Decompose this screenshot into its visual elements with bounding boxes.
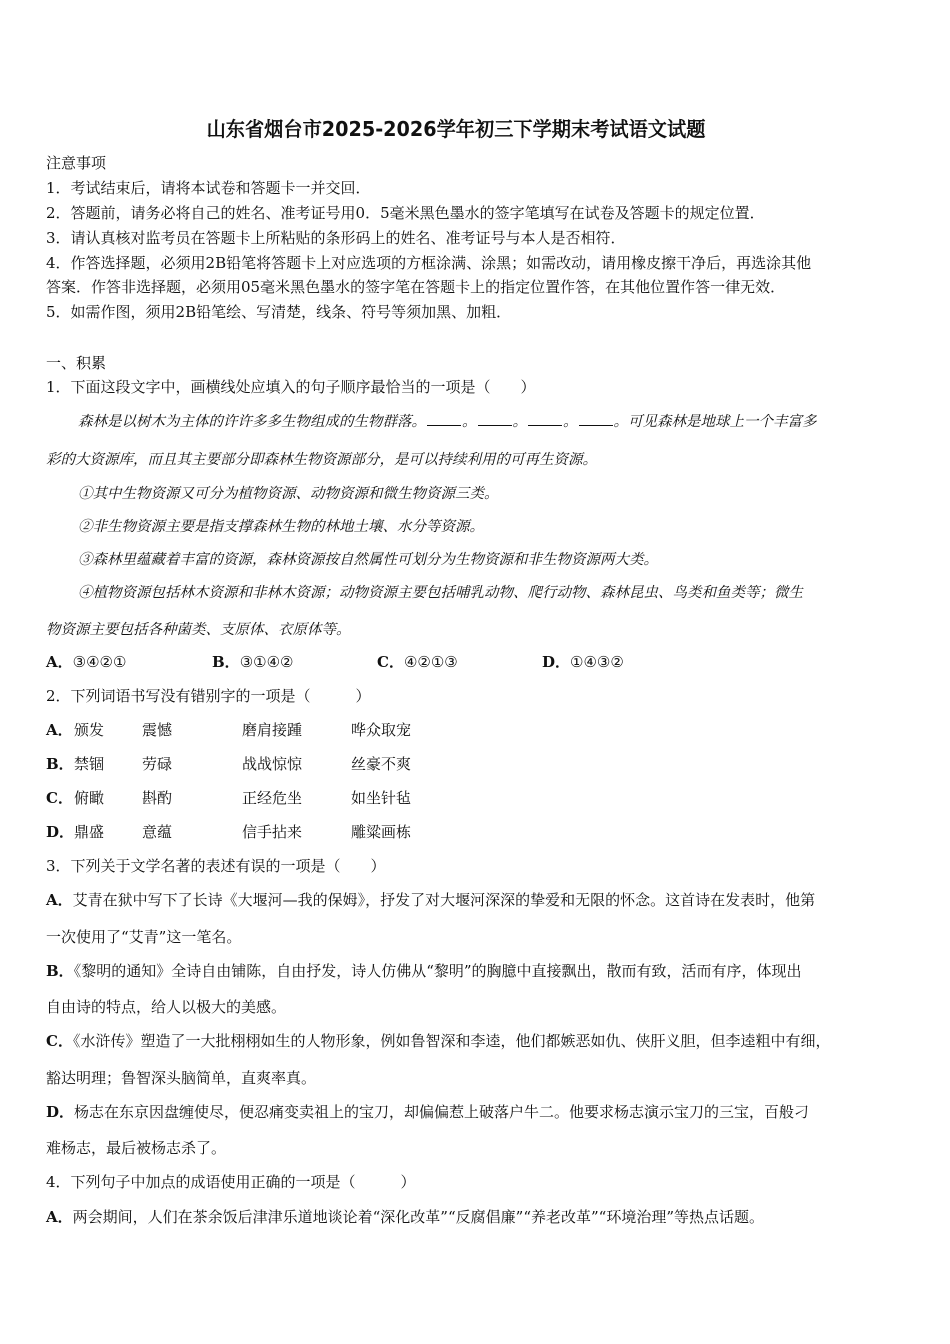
question-4-stem: 4．下列句子中加点的成语使用正确的一项是（ ）: [46, 1173, 416, 1191]
question-1-passage-line2: 彩的大资源库，而且其主要部分即森林生物资源部分，是可以持续利用的可再生资源。: [46, 452, 597, 468]
sentence-4-cont: 物资源主要包括各种菌类、支原体、衣原体等。: [46, 622, 351, 638]
option-letter: D．: [542, 653, 571, 671]
word: 哗众取宠: [351, 721, 412, 739]
question-3-stem: 3．下列关于文学名著的表述有误的一项是（ ）: [46, 857, 386, 875]
passage-end: 。可见森林是地球上一个丰富多: [613, 414, 817, 430]
option-c[interactable]: [377, 651, 458, 672]
word: 如坐针毡: [351, 789, 412, 807]
option-b[interactable]: [46, 960, 802, 981]
word: 禁锢: [74, 755, 105, 773]
notice-item: 2．答题前，请务必将自己的姓名、准考证号用0．5毫米黑色墨水的签字笔填写在试卷及答题卡的规定位置．: [46, 204, 765, 222]
option-text: 杨志在东京因盘缠使尽，便忍痛变卖祖上的宝刀，却偏偏惹上破落户牛二。他要求杨志演示宝刀的三宝，百般刁: [74, 1103, 810, 1121]
option-b-cont: 自由诗的特点，给人以极大的美感。: [46, 998, 287, 1016]
option-row-a[interactable]: [46, 719, 446, 739]
option-text: ③①④②: [239, 653, 294, 671]
notice-item: 答案．作答非选择题，必须用05毫米黑色墨水的签字笔在答题卡上的指定位置作答，在其他位置作答一律无效．: [46, 278, 786, 296]
question-2-stem: 2．下列词语书写没有错别字的一项是（ ）: [46, 687, 371, 705]
fill-blank: [427, 413, 461, 426]
word: 丝豪不爽: [351, 755, 412, 773]
option-letter: D．: [46, 1103, 75, 1121]
option-letter: A．: [46, 891, 73, 909]
notice-heading: 注意事项: [46, 154, 107, 172]
option-text: 《黎明的通知》全诗自由铺陈，自由抒发，诗人仿佛从“黎明”的胸臆中直接飘出，散而有致，活而有序，体现出: [73, 962, 802, 980]
word: 正经危坐: [242, 789, 303, 807]
option-letter: B．: [46, 962, 74, 980]
option-letter: B．: [212, 653, 240, 671]
notice-item: 4．作答选择题，必须用2B铅笔将答题卡上对应选项的方框涂满、涂黑；如需改动，请用橡皮擦干净后，再选涂其他: [46, 254, 812, 272]
option-letter: C．: [46, 789, 73, 807]
option-text: 两会期间，人们在茶余饭后津津乐道地谈论着“深化改革”“反腐倡廉”“养老改革”“环境治理”等热点话题。: [72, 1208, 764, 1226]
fill-blank: [579, 413, 613, 426]
option-c[interactable]: [46, 1030, 830, 1051]
option-d-cont: 难杨志，最后被杨志杀了。: [46, 1139, 227, 1157]
option-row-d[interactable]: [46, 821, 446, 841]
option-d[interactable]: [542, 651, 624, 672]
option-letter: B．: [46, 755, 74, 773]
sentence-1: ①其中生物资源又可分为植物资源、动物资源和微生物资源三类。: [78, 486, 499, 502]
option-row-c[interactable]: [46, 787, 446, 807]
option-row-b[interactable]: [46, 753, 446, 773]
option-letter: A．: [46, 721, 73, 739]
question-1-passage: [78, 410, 817, 431]
word: 劳碌: [142, 755, 173, 773]
word: 斟酌: [142, 789, 173, 807]
page-title: 山东省烟台市2025-2026学年初三下学期末考试语文试题: [206, 117, 706, 141]
word: 颁发: [74, 721, 105, 739]
option-b[interactable]: [212, 651, 293, 672]
word: 震憾: [142, 721, 173, 739]
option-letter: A．: [46, 1208, 73, 1226]
word: 磨肩接踵: [242, 721, 303, 739]
word: 雕粱画栋: [351, 823, 412, 841]
option-a[interactable]: [46, 1206, 764, 1227]
option-a[interactable]: [46, 651, 126, 672]
question-1-stem: 1．下面这段文字中，画横线处应填入的句子顺序最恰当的一项是（ ）: [46, 378, 536, 396]
word: 战战惊惊: [242, 755, 303, 773]
sentence-2: ②非生物资源主要是指支撑森林生物的林地土壤、水分等资源。: [78, 519, 484, 535]
option-a[interactable]: [46, 889, 815, 910]
blank-sep: 。: [462, 414, 477, 430]
notice-item: 1．考试结束后，请将本试卷和答题卡一并交回．: [46, 179, 371, 197]
option-a-cont: 一次使用了“艾青”这一笔名。: [46, 928, 242, 946]
word: 信手拈来: [242, 823, 303, 841]
option-text: ④②①③: [403, 653, 458, 671]
notice-item: 3．请认真核对监考员在答题卡上所粘贴的条形码上的姓名、准考证号与本人是否相符．: [46, 229, 626, 247]
option-letter: D．: [46, 823, 75, 841]
notice-item: 5．如需作图，须用2B铅笔绘、写清楚，线条、符号等须加黑、加粗．: [46, 303, 512, 321]
option-d[interactable]: [46, 1101, 809, 1122]
option-letter: C．: [377, 653, 404, 671]
fill-blank: [528, 413, 562, 426]
option-c-cont: 豁达明理；鲁智深头脑简单，直爽率真。: [46, 1069, 317, 1087]
fill-blank: [478, 413, 512, 426]
option-text: ①④③②: [570, 653, 624, 671]
sentence-3: ③森林里蕴藏着丰富的资源，森林资源按自然属性可划分为生物资源和非生物资源两大类。: [78, 552, 658, 568]
option-text: ③④②①: [72, 653, 127, 671]
word: 鼎盛: [74, 823, 105, 841]
section-heading: 一、积累: [46, 354, 107, 372]
option-letter: C．: [46, 1032, 73, 1050]
blank-sep: 。: [563, 414, 578, 430]
option-text: 艾青在狱中写下了长诗《大堰河—我的保姆》，抒发了对大堰河深深的挚爱和无限的怀念。这首诗在发表时，他第: [72, 891, 816, 909]
option-text: 《水浒传》塑造了一大批栩栩如生的人物形象，例如鲁智深和李逵，他们都嫉恶如仇、侠肝义胆，但李逵粗中有细，: [72, 1032, 831, 1050]
option-letter: A．: [46, 653, 73, 671]
word: 意蕴: [142, 823, 173, 841]
word: 俯瞰: [74, 789, 105, 807]
passage-start: 森林是以树木为主体的许许多多生物组成的生物群落。: [78, 414, 426, 430]
sentence-4: ④植物资源包括林木资源和非林木资源；动物资源主要包括哺乳动物、爬行动物、森林昆虫、鸟类和鱼类等；微生: [78, 585, 803, 601]
blank-sep: 。: [512, 414, 527, 430]
